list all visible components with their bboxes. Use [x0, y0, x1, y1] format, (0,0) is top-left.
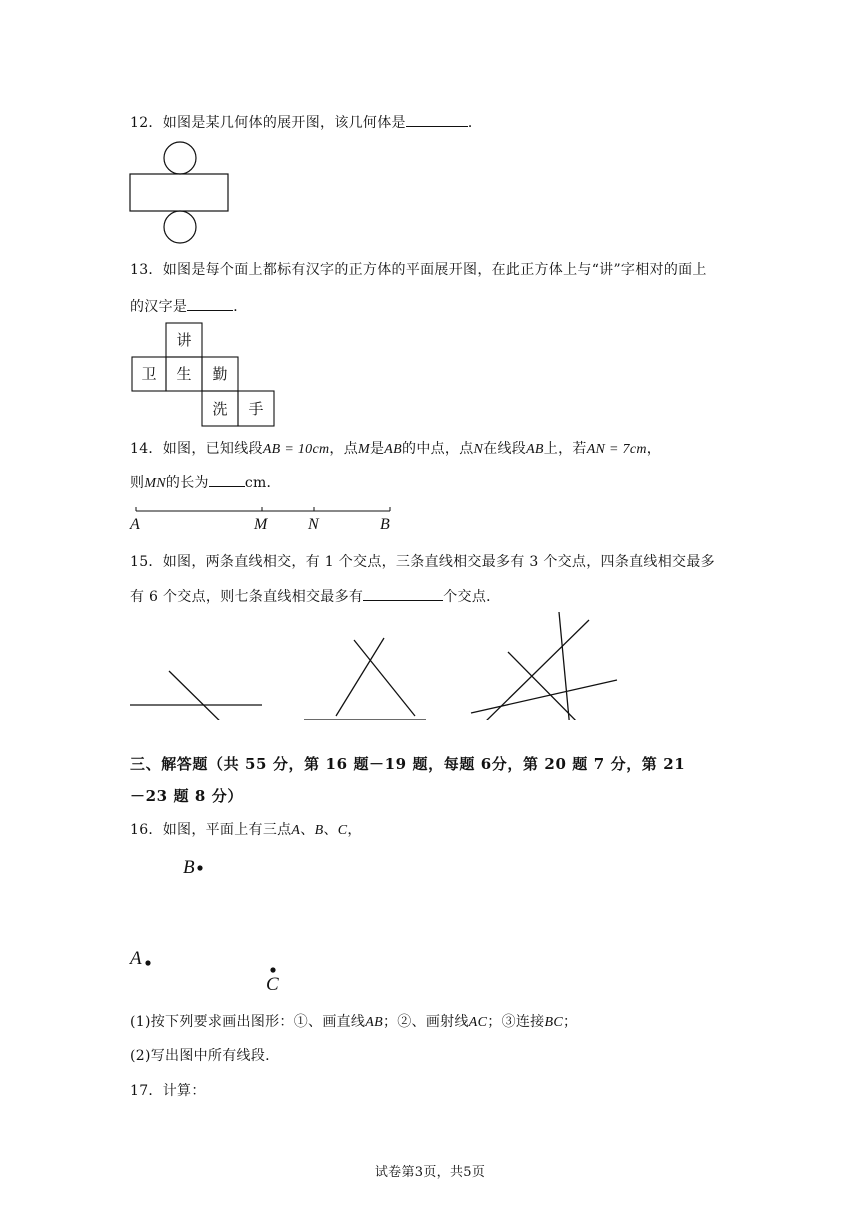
intersecting-lines-figure — [128, 610, 628, 720]
label-a: A — [130, 516, 140, 533]
three-lines-left — [336, 638, 384, 716]
text: 、 — [323, 822, 338, 838]
text: (1)按下列要求画出图形：①、画直线 — [130, 1014, 366, 1030]
math-mn: MN — [144, 476, 166, 491]
text: 个交点． — [443, 589, 501, 605]
text: ；②、画射线 — [382, 1014, 469, 1030]
bottom-circle — [164, 211, 196, 243]
question-13-line2 — [130, 296, 248, 317]
math-ab: AB — [384, 442, 403, 457]
four-lines-1 — [471, 680, 617, 713]
text: 则 — [130, 475, 145, 491]
math-ab-eq: AB = 10cm — [262, 442, 330, 457]
math-an-eq: AN = 7cm — [586, 442, 647, 457]
text: ； — [562, 1014, 578, 1030]
question-15-line2 — [130, 586, 500, 607]
point-a — [145, 960, 150, 965]
four-lines-4 — [559, 612, 571, 720]
math-ab: AB — [526, 442, 544, 457]
char-jiang: 讲 — [176, 331, 192, 349]
question-16-part1 — [130, 1012, 577, 1033]
text: 有 6 个交点，则七条直线相交最多有 — [130, 589, 364, 605]
text: 、 — [300, 822, 315, 838]
punctuation: ． — [467, 115, 483, 131]
point-b — [197, 865, 202, 870]
point-c — [270, 967, 275, 972]
question-12 — [130, 112, 482, 133]
label-c: C — [266, 974, 279, 995]
net-rectangle — [130, 174, 228, 211]
text: ， — [347, 822, 362, 838]
question-number: 12． — [130, 115, 163, 131]
math-a: A — [291, 823, 301, 838]
math-bc: BC — [544, 1015, 563, 1030]
segment-figure — [128, 500, 398, 534]
question-text: 如图是某几何体的展开图，该几何体是 — [162, 115, 406, 131]
math-ab: AB — [365, 1015, 383, 1030]
label-b: B — [183, 857, 195, 878]
text: 上，若 — [543, 441, 587, 457]
math-c: C — [337, 823, 348, 838]
text: ；③连接 — [487, 1014, 545, 1030]
answer-blank[interactable] — [363, 586, 443, 601]
four-lines-3 — [508, 652, 587, 720]
question-14-line2 — [130, 472, 281, 494]
punctuation: ． — [233, 299, 248, 315]
label-m: M — [254, 516, 268, 533]
page-footer: 试卷第3页，共5页 — [374, 1165, 486, 1180]
question-15-line1: 15．如图，两条直线相交，有 1 个交点，三条直线相交最多有 3 个交点，四条直线相交最多 — [130, 554, 715, 570]
char-sheng: 生 — [176, 365, 192, 383]
math-b: B — [314, 823, 324, 838]
text: ，点 — [329, 441, 359, 457]
question-17: 17．计算： — [130, 1083, 206, 1099]
question-16-stem — [130, 820, 362, 841]
label-n: N — [308, 516, 319, 533]
three-points-figure — [126, 848, 296, 998]
math-ac: AC — [468, 1015, 488, 1030]
punctuation: ． — [266, 475, 281, 491]
answer-blank[interactable] — [406, 112, 468, 127]
cylinder-net-figure — [128, 141, 230, 245]
char-wei: 卫 — [141, 365, 157, 383]
label-b: B — [380, 516, 390, 533]
question-text: 的汉字是 — [130, 299, 188, 315]
text: ， — [646, 441, 662, 457]
text: 的长为 — [165, 475, 209, 491]
four-lines-2 — [483, 620, 589, 720]
section-3-heading-line1: 三、解答题（共 55 分，第 16 题－19 题，每题 6分，第 20 题 7 分，第 21 — [130, 755, 686, 773]
math-n: N — [473, 442, 484, 457]
answer-blank[interactable] — [187, 296, 233, 311]
char-shou: 手 — [248, 400, 264, 418]
text: 在线段 — [483, 441, 527, 457]
char-qin: 勤 — [212, 365, 228, 383]
text: 的中点，点 — [402, 441, 474, 457]
question-16-part2: (2)写出图中所有线段. — [130, 1048, 270, 1064]
question-14-line1 — [130, 439, 661, 460]
three-lines-right — [354, 640, 415, 716]
question-13-line1: 13．如图是每个面上都标有汉字的正方体的平面展开图，在此正方体上与“讲”字相对的面上 — [130, 262, 707, 278]
label-a: A — [130, 948, 142, 969]
text: 是 — [369, 441, 385, 457]
cube-net-figure — [131, 322, 276, 428]
answer-blank[interactable] — [209, 472, 245, 487]
section-3-heading-line2: －23 题 8 分） — [130, 787, 243, 805]
text: 16．如图，平面上有三点 — [130, 822, 292, 838]
top-circle — [164, 142, 196, 174]
math-m: M — [358, 442, 370, 457]
two-lines-line-2 — [169, 671, 230, 720]
char-xi: 洗 — [212, 400, 228, 418]
text: 14．如图，已知线段 — [130, 441, 263, 457]
unit: cm — [244, 475, 267, 491]
